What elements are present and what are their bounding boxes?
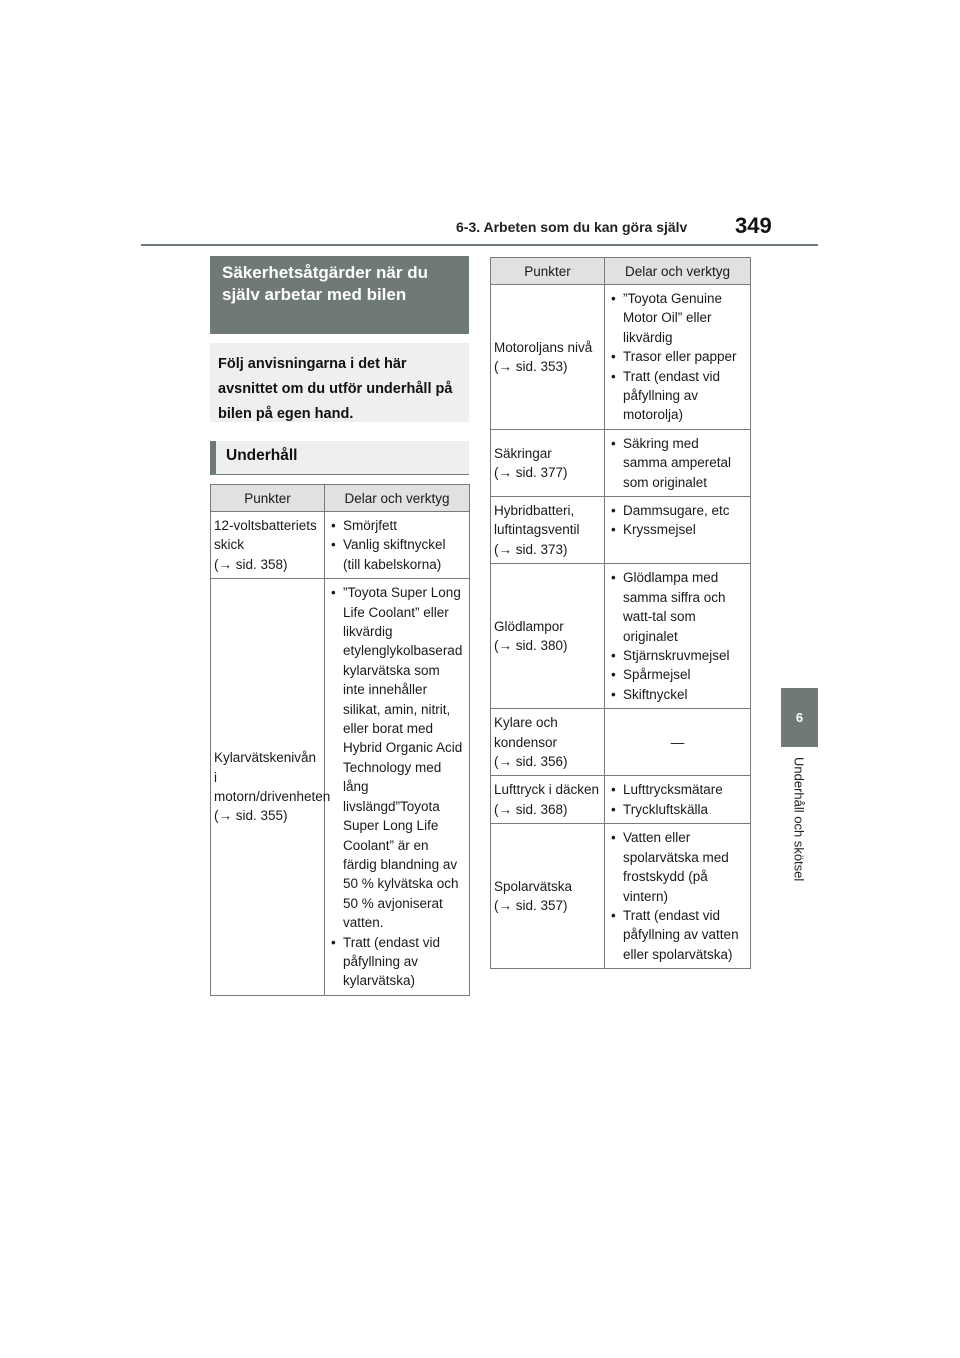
- list-item: • Tratt (endast vid påfyllning av vatten eller spolarvätska): [608, 906, 746, 964]
- list-item: • Vanlig skiftnyckel (till kabelskorna): [328, 535, 465, 574]
- table-cell-tools: [605, 285, 751, 430]
- column-header-items: Punkter: [211, 485, 325, 512]
- not-applicable-dash: —: [670, 734, 685, 750]
- item-text: Kylare och kondensor (→ sid. 356): [494, 715, 568, 769]
- table-cell-tools: [605, 776, 751, 824]
- tools-list: [328, 516, 465, 574]
- table-row: [491, 285, 751, 430]
- subsection-rule: [210, 474, 469, 475]
- list-item: • Stjärnskruvmejsel: [608, 646, 746, 665]
- table-row: [491, 709, 751, 776]
- table-row: [211, 512, 470, 579]
- list-item: • Spårmejsel: [608, 665, 746, 684]
- table-cell-item: [491, 497, 605, 564]
- section-intro: Följ anvisningarna i det här avsnittet om du utför underhåll på bilen på egen hand.: [210, 343, 469, 422]
- item-text: Hybridbatteri, luftintagsventil (→ sid. 373): [494, 503, 580, 557]
- table-cell-tools: [605, 824, 751, 969]
- column-header-items: Punkter: [491, 258, 605, 285]
- item-text: Glödlampor (→ sid. 380): [494, 618, 568, 654]
- tools-list: [608, 568, 746, 704]
- table-cell-tools: [325, 579, 470, 996]
- table-row: [491, 824, 751, 969]
- item-text: 12-voltsbatteriets skick (→ sid. 358): [214, 518, 317, 572]
- list-item: • Lufttrycksmätare: [608, 780, 746, 799]
- tools-list: [328, 583, 465, 991]
- table-cell-tools: [605, 564, 751, 709]
- table-cell-tools: [325, 512, 470, 579]
- table-cell-item: [491, 709, 605, 776]
- list-item: • Dammsugare, etc: [608, 501, 746, 520]
- list-item: • Skiftnyckel: [608, 685, 746, 704]
- tools-list: [608, 289, 746, 425]
- list-item: • ”Toyota Super Long Life Coolant” eller likvärdig etylenglykolbaserad kylarvätska som inte innehåller silikat, amin, nitrit, eller borat med Hybrid Organic Acid Technology med lång livslängd”Toyota Super Long Life Coolant” är en färdig blandning av 50 % kylvätska och 50 % avjoniserat vatten.: [328, 583, 465, 932]
- list-item: • Vatten eller spolarvätska med frostskydd (på vintern): [608, 828, 746, 906]
- table-cell-item: [491, 429, 605, 496]
- item-text: Lufttryck i däcken (→ sid. 368): [494, 782, 600, 817]
- table-cell-item: [491, 824, 605, 969]
- table-row: [491, 776, 751, 824]
- item-text: Kylarvätskenivån i motorn/drivenheten (→ sid. 355): [214, 750, 331, 824]
- list-item: • Kryssmejsel: [608, 520, 746, 539]
- list-item: • Trasor eller papper: [608, 347, 746, 366]
- item-text: Motoroljans nivå (→ sid. 353): [494, 339, 593, 374]
- maintenance-table-right: [490, 257, 751, 969]
- column-header-tools: Delar och verktyg: [605, 258, 751, 285]
- table-cell-tools: [605, 429, 751, 496]
- table-row: [211, 579, 470, 996]
- table-cell-item: [491, 776, 605, 824]
- list-item: • Tratt (endast vid påfyllning av kylarvätska): [328, 933, 465, 991]
- item-text: Spolarvätska (→ sid. 357): [494, 878, 573, 914]
- list-item: • Smörjfett: [328, 516, 465, 535]
- list-item: • Glödlampa med samma siffra och watt-tal som originalet: [608, 568, 746, 646]
- table-header-row: [491, 258, 751, 285]
- section-title: Säkerhetsåtgärder när du själv arbetar med bilen: [210, 256, 469, 334]
- table-cell-item: [211, 512, 325, 579]
- table-cell-item: [491, 285, 605, 430]
- table-row: [491, 497, 751, 564]
- table-cell-item: [211, 579, 331, 996]
- list-item: • ”Toyota Genuine Motor Oil” eller likvärdig: [608, 289, 746, 347]
- chapter-tab-label: Underhåll och skötsel: [791, 757, 807, 882]
- header-rule: [141, 244, 818, 246]
- list-item: • Tratt (endast vid påfyllning av motorolja): [608, 367, 746, 425]
- table-row: [491, 429, 751, 496]
- column-header-tools: Delar och verktyg: [325, 485, 470, 512]
- list-item: • Tryckluftskälla: [608, 800, 746, 819]
- table-header-row: [211, 485, 470, 512]
- chapter-tab-number: 6: [781, 688, 818, 747]
- tools-list: [608, 501, 746, 540]
- list-item: • Säkring med samma amperetal som originalet: [608, 434, 746, 492]
- tools-list: [608, 434, 746, 492]
- subsection-title: Underhåll: [210, 441, 469, 474]
- tools-list: [608, 828, 746, 964]
- item-text: Säkringar (→ sid. 377): [494, 445, 568, 480]
- table-cell-tools: [605, 709, 751, 776]
- tools-list: [608, 780, 746, 819]
- page-number: 349: [735, 213, 772, 238]
- header-section-title: 6-3. Arbeten som du kan göra själv: [456, 219, 688, 235]
- table-cell-tools: [605, 497, 751, 564]
- maintenance-table-left: [210, 484, 470, 996]
- table-cell-item: [491, 564, 605, 709]
- table-row: [491, 564, 751, 709]
